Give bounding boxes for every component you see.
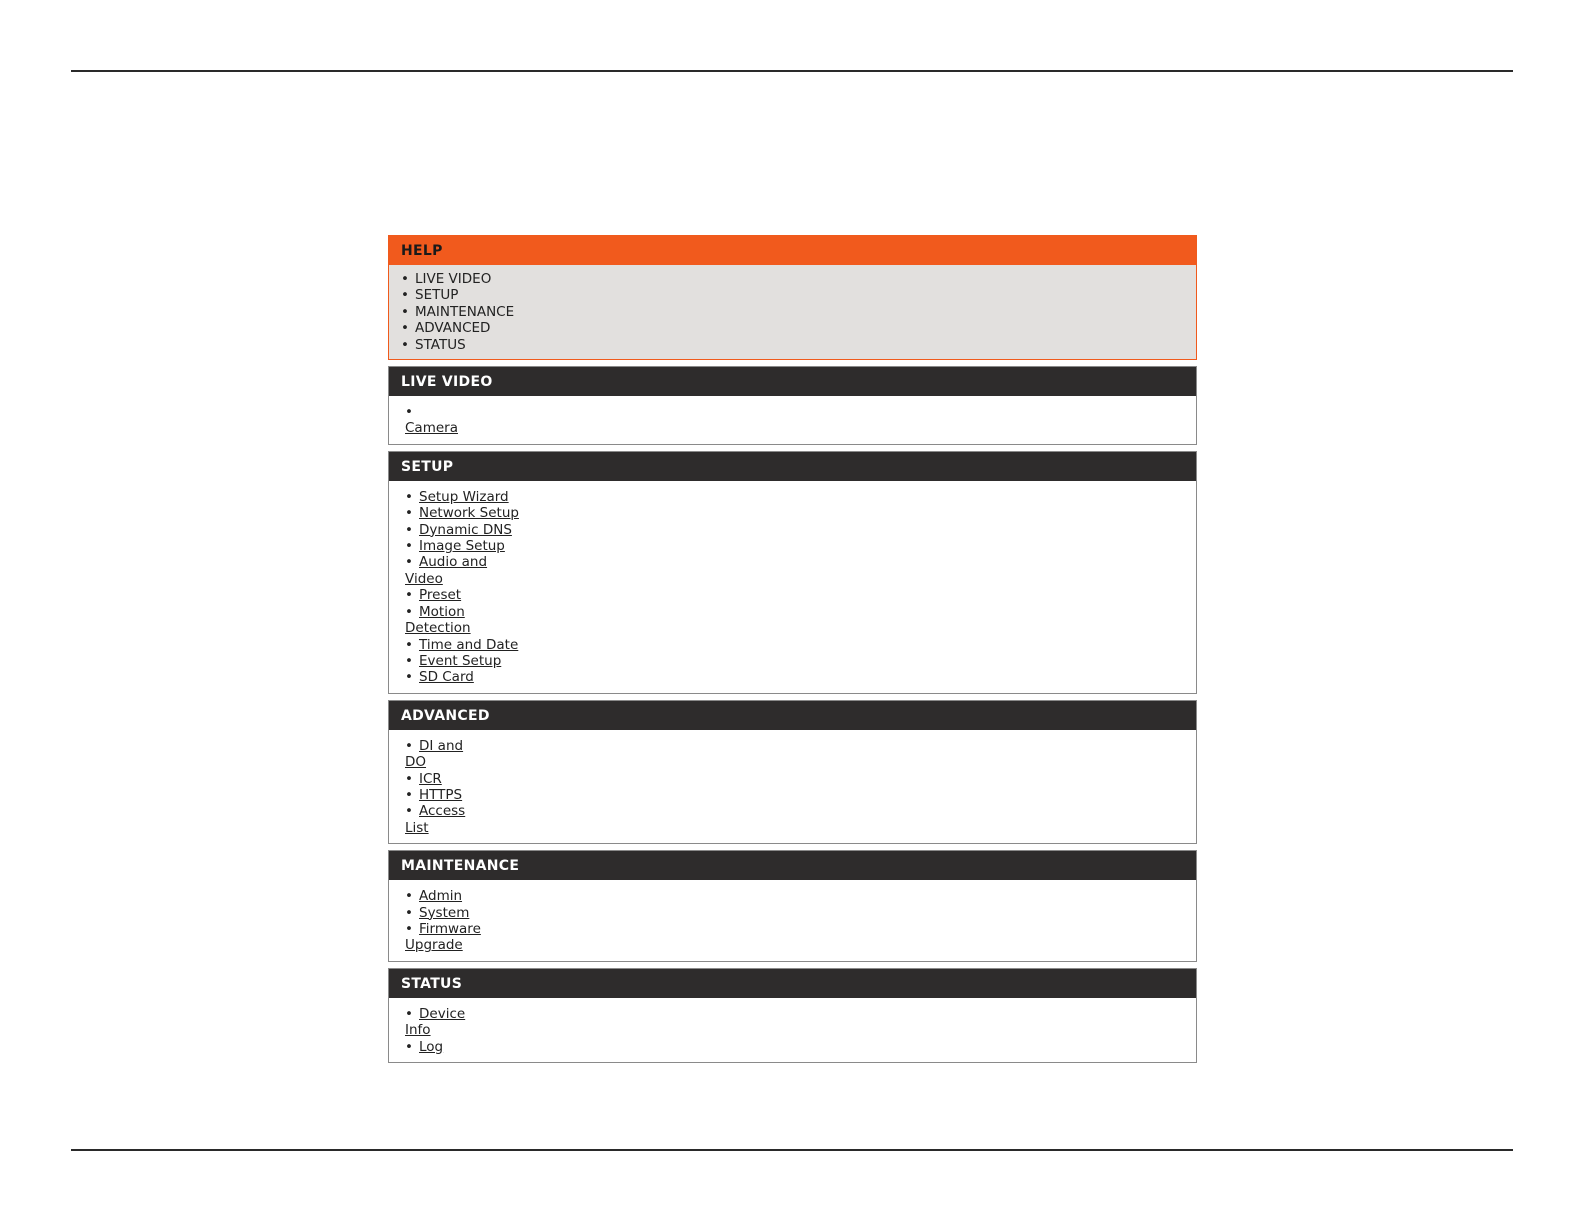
bullet-icon: •: [405, 538, 413, 555]
bullet-icon: •: [405, 636, 413, 653]
section-title-status: STATUS: [389, 969, 1196, 998]
bullet-icon: •: [405, 488, 413, 505]
help-link[interactable]: Log: [419, 1038, 444, 1055]
help-topic-list: [401, 271, 1196, 353]
bullet-icon: •: [405, 652, 413, 669]
section-status: [388, 968, 1197, 1063]
help-link[interactable]: ICR: [419, 770, 442, 787]
help-link[interactable]: HTTPS: [419, 786, 463, 803]
help-link-continued[interactable]: Upgrade: [405, 937, 463, 954]
top-divider: [71, 70, 1513, 72]
help-link[interactable]: Device: [419, 1005, 466, 1022]
bullet-icon: •: [405, 603, 413, 620]
list-item: [405, 921, 1196, 954]
bullet-icon: •: [405, 587, 413, 604]
help-link[interactable]: Network Setup: [419, 505, 519, 522]
bullet-icon: •: [405, 554, 413, 571]
help-link[interactable]: Setup Wizard: [419, 488, 509, 505]
bullet-icon: •: [405, 404, 413, 421]
help-link[interactable]: Admin: [419, 888, 463, 905]
help-link[interactable]: Motion: [419, 603, 465, 620]
list-item: [405, 522, 1196, 538]
help-link-continued[interactable]: Video: [405, 570, 443, 587]
help-link[interactable]: Access: [419, 803, 466, 820]
help-link[interactable]: System: [419, 904, 470, 921]
section-link-list: [405, 1006, 1196, 1055]
help-panel-title: HELP: [389, 236, 1196, 265]
help-link[interactable]: Preset: [419, 587, 462, 604]
help-link[interactable]: Dynamic DNS: [419, 521, 512, 538]
bullet-icon: •: [405, 920, 413, 937]
help-topic-item: • ADVANCED: [401, 320, 1196, 336]
help-link-continued[interactable]: Info: [405, 1022, 431, 1039]
section-link-list: [405, 404, 1196, 437]
bullet-icon: •: [405, 505, 413, 522]
help-link-continued[interactable]: Detection: [405, 620, 471, 637]
help-topic-item: • STATUS: [401, 337, 1196, 353]
list-item: [405, 738, 1196, 771]
section-advanced: [388, 700, 1197, 844]
bullet-icon: •: [405, 737, 413, 754]
section-title-live-video: LIVE VIDEO: [389, 367, 1196, 396]
help-link-continued[interactable]: Camera: [405, 420, 458, 437]
section-link-list: [405, 738, 1196, 836]
help-link[interactable]: SD Card: [419, 669, 474, 686]
list-item: [405, 505, 1196, 521]
section-live-video: [388, 366, 1197, 445]
list-item: [405, 771, 1196, 787]
help-panel: [388, 235, 1197, 360]
list-item: [405, 489, 1196, 505]
list-item: [405, 538, 1196, 554]
section-title-maintenance: MAINTENANCE: [389, 851, 1196, 880]
bottom-divider: [71, 1149, 1513, 1151]
help-topic-item: • SETUP: [401, 287, 1196, 303]
bullet-icon: •: [405, 521, 413, 538]
list-item: [405, 1006, 1196, 1039]
bullet-icon: •: [405, 770, 413, 787]
list-item: [405, 587, 1196, 603]
help-topic-item: • MAINTENANCE: [401, 304, 1196, 320]
list-item: [405, 1039, 1196, 1055]
help-link-continued[interactable]: DO: [405, 754, 427, 771]
bullet-icon: •: [405, 786, 413, 803]
bullet-icon: •: [405, 1005, 413, 1022]
list-item: [405, 554, 1196, 587]
list-item: [405, 803, 1196, 836]
section-link-list: [405, 489, 1196, 686]
section-title-advanced: ADVANCED: [389, 701, 1196, 730]
list-item: [405, 604, 1196, 637]
help-menu: [388, 235, 1197, 1069]
section-setup: [388, 451, 1197, 694]
bullet-icon: •: [405, 1038, 413, 1055]
section-title-setup: SETUP: [389, 452, 1196, 481]
help-link[interactable]: Audio and: [419, 554, 488, 571]
list-item: [405, 653, 1196, 669]
list-item: [405, 905, 1196, 921]
help-link[interactable]: Time and Date: [419, 636, 519, 653]
list-item: [405, 669, 1196, 685]
list-item: [405, 787, 1196, 803]
help-topic-item: • LIVE VIDEO: [401, 271, 1196, 287]
list-item: [405, 404, 1196, 437]
section-maintenance: [388, 850, 1197, 962]
help-link[interactable]: Firmware: [419, 920, 481, 937]
help-link[interactable]: DI and: [419, 737, 464, 754]
help-link[interactable]: Event Setup: [419, 652, 502, 669]
help-link[interactable]: Image Setup: [419, 538, 505, 555]
list-item: [405, 637, 1196, 653]
bullet-icon: •: [405, 803, 413, 820]
list-item: [405, 888, 1196, 904]
section-link-list: [405, 888, 1196, 954]
bullet-icon: •: [405, 669, 413, 686]
bullet-icon: •: [405, 888, 413, 905]
bullet-icon: •: [405, 904, 413, 921]
help-link-continued[interactable]: List: [405, 819, 429, 836]
help-sections: [388, 366, 1197, 1063]
